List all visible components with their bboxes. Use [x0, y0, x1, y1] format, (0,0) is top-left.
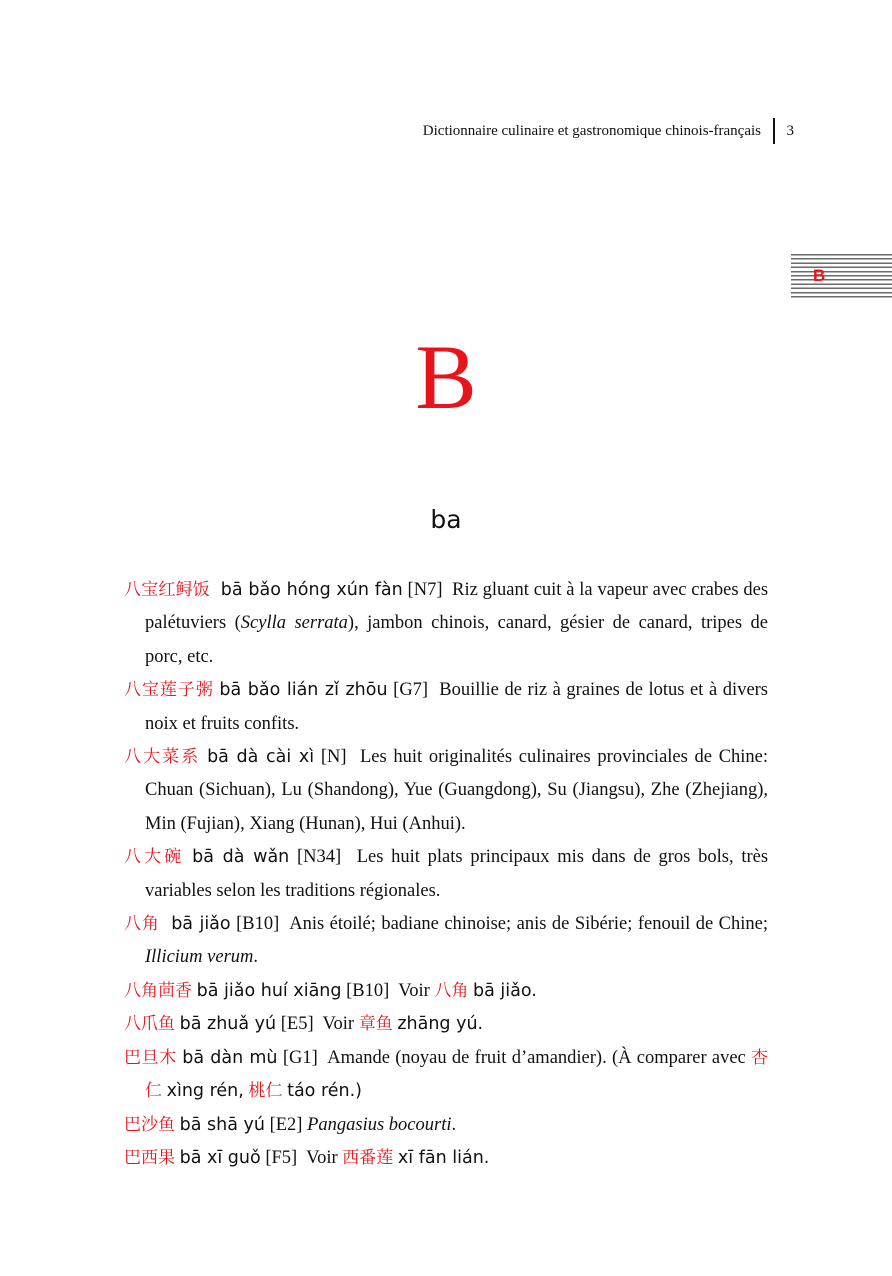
entry-definition: Riz gluant cuit à la vapeur avec crabes des palétuviers ( [145, 580, 769, 634]
entry-definition: Amande (noyau de fruit d’amandier). (À comparer avec [327, 1047, 746, 1068]
entry-cross-ref-hanzi[interactable]: 西番莲 [342, 1147, 394, 1168]
running-head [423, 118, 794, 144]
entry-pinyin: bā jiǎo huí xiāng [196, 980, 342, 1001]
entry-bajiao [124, 908, 768, 975]
thumb-index-tab [791, 254, 892, 298]
entry-code: [G7] [393, 680, 429, 701]
entry-voir: Voir [322, 1014, 355, 1035]
entry-code: [N34] [297, 847, 342, 868]
entry-cross-ref-pinyin: xī fān lián. [397, 1147, 490, 1168]
entry-list [124, 574, 768, 1175]
entry-headword: 巴旦木 [124, 1047, 177, 1068]
entry-voir: Voir [398, 980, 430, 1001]
entry-code: [E5] [280, 1014, 314, 1035]
running-head-separator [773, 118, 775, 144]
entry-cross-ref-hanzi[interactable]: 杏仁 [145, 1047, 769, 1102]
entry-bashayu [124, 1109, 768, 1142]
entry-cross-ref-pinyin: zhāng yú. [397, 1014, 484, 1035]
entry-pinyin: bā jiǎo [171, 914, 231, 935]
entry-definition: Les huit plats principaux mis dans de gros bols, très variables selon les traditions régionales. [145, 847, 769, 901]
entry-babao-lianzizhou [124, 674, 768, 741]
entry-code: [F5] [265, 1147, 298, 1168]
entry-headword: 巴西果 [124, 1147, 175, 1168]
entry-definition: Anis étoilé; badiane chinoise; anis de Sibérie; fenouil de Chine; [289, 914, 769, 935]
entry-headword: 八大碗 [124, 847, 185, 868]
entry-latin-name: Illicium verum [145, 947, 254, 968]
entry-headword: 八宝莲子粥 [124, 680, 214, 701]
section-syllable: ba [430, 505, 462, 534]
entry-code: [G1] [282, 1047, 318, 1068]
entry-definition-end: . [253, 947, 259, 968]
entry-code: [B10] [346, 980, 390, 1001]
entry-headword: 八角 [124, 914, 160, 935]
entry-bajiao-huixiang [124, 975, 768, 1008]
entry-cross-ref-pinyin: bā jiǎo. [473, 980, 537, 1001]
entry-cross-ref-pinyin: táo rén.) [287, 1081, 363, 1102]
entry-voir: Voir [306, 1147, 338, 1168]
entry-definition-end: ), jambon chinois, canard, gésier de canard, tripes de porc, etc. [145, 613, 768, 667]
entry-code: [N7] [407, 580, 443, 600]
entry-pinyin: bā shā yú [179, 1114, 265, 1135]
entry-code: [B10] [236, 914, 280, 935]
entry-pinyin: bā bǎo hóng xún fàn [220, 580, 403, 600]
entry-bada-caixi [124, 741, 768, 841]
entry-code: [N] [320, 747, 347, 768]
entry-badanmu [124, 1042, 768, 1109]
entry-bazhuayu [124, 1008, 768, 1041]
entry-definition: Les huit originalités culinaires provinciales de Chine: Chuan (Sichuan), Lu (Shandong), Yue (Guangdong), Su (Jiangsu), Zhe (Zhejiang), Min (Fujian), Xiang (Hunan), Hui (Anhui). [145, 747, 769, 834]
entry-pinyin: bā dà cài xì [207, 747, 315, 768]
entry-headword: 八大菜系 [124, 747, 201, 768]
entry-pinyin: bā xī guǒ [179, 1147, 261, 1168]
entry-pinyin: bā zhuǎ yú [179, 1014, 277, 1035]
entry-pinyin: bā dà wǎn [192, 847, 290, 868]
entry-cross-ref-pinyin: xìng rén, [166, 1081, 244, 1102]
entry-cross-ref-hanzi[interactable]: 章鱼 [358, 1014, 393, 1035]
page-number: 3 [786, 123, 794, 139]
entry-pinyin: bā bǎo lián zǐ zhōu [219, 680, 388, 701]
section-letter: B [415, 326, 477, 428]
entry-headword: 八宝红鲟饭 [124, 580, 210, 600]
entry-babao-hongxunfan [124, 574, 768, 674]
entry-pinyin: bā dàn mù [182, 1047, 278, 1068]
running-head-title: Dictionnaire culinaire et gastronomique chinois-français [422, 123, 761, 139]
entry-cross-ref-hanzi[interactable]: 桃仁 [248, 1081, 283, 1102]
entry-cross-ref-hanzi[interactable]: 八角 [434, 980, 469, 1001]
entry-baxiguo [124, 1142, 768, 1175]
entry-definition-end: . [451, 1114, 457, 1135]
entry-latin-name: Scylla serrata [240, 613, 348, 634]
entry-definition: Bouillie de riz à graines de lotus et à divers noix et fruits confits. [145, 680, 769, 734]
entry-code: [E2] [269, 1114, 303, 1135]
entry-bada-wan [124, 841, 768, 908]
thumb-index-letter: B [813, 266, 826, 285]
entry-headword: 巴沙鱼 [124, 1114, 175, 1135]
entry-latin-name: Pangasius bocourti [307, 1114, 452, 1135]
entry-headword: 八角茴香 [124, 980, 192, 1001]
entry-headword: 八爪鱼 [124, 1014, 175, 1035]
